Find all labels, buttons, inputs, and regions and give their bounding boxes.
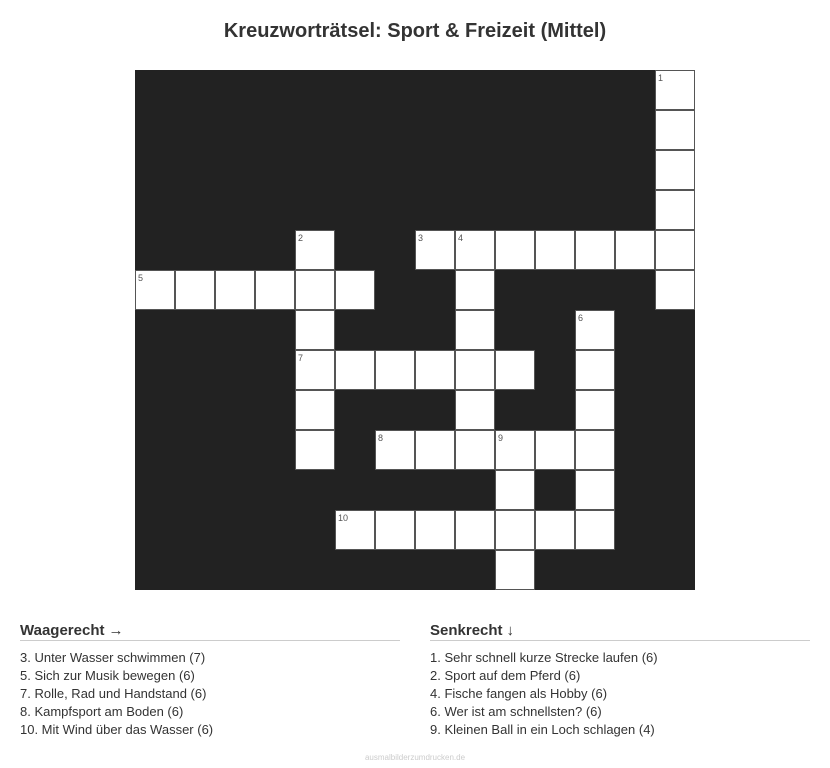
crossword-grid bbox=[135, 70, 695, 590]
crossword-cell[interactable] bbox=[495, 550, 535, 590]
across-clue: 5. Sich zur Musik bewegen (6) bbox=[20, 668, 195, 683]
crossword-cell[interactable] bbox=[415, 510, 455, 550]
clue-number: 7 bbox=[298, 353, 304, 363]
crossword-cell[interactable] bbox=[415, 430, 455, 470]
footer-credit: ausmalbilderzumdrucken.de bbox=[364, 753, 466, 762]
page-title: Kreuzworträtsel: Sport & Freizeit (Mittel) bbox=[223, 20, 607, 42]
clue-number: 8 bbox=[378, 433, 384, 443]
crossword-cell[interactable] bbox=[575, 430, 615, 470]
crossword-cell[interactable] bbox=[455, 310, 495, 350]
clue-number: 3 bbox=[418, 233, 424, 243]
across-heading bbox=[20, 622, 400, 641]
crossword-cell[interactable] bbox=[335, 270, 375, 310]
crossword-cell[interactable] bbox=[335, 510, 375, 550]
crossword-cell[interactable] bbox=[455, 390, 495, 430]
clue-number: 1 bbox=[658, 73, 664, 83]
crossword-cell[interactable] bbox=[575, 510, 615, 550]
clue-number: 9 bbox=[498, 433, 504, 443]
crossword-cell[interactable] bbox=[575, 350, 615, 390]
crossword-cell[interactable] bbox=[295, 270, 335, 310]
crossword-cell[interactable] bbox=[455, 430, 495, 470]
crossword-cell[interactable] bbox=[135, 270, 175, 310]
down-clue: 9. Kleinen Ball in ein Loch schlagen (4) bbox=[430, 722, 655, 737]
crossword-cell[interactable] bbox=[175, 270, 215, 310]
crossword-cell[interactable] bbox=[615, 230, 655, 270]
crossword-cell[interactable] bbox=[655, 190, 695, 230]
clue-number: 2 bbox=[298, 233, 304, 243]
crossword-cell[interactable] bbox=[655, 110, 695, 150]
crossword-cell[interactable] bbox=[215, 270, 255, 310]
crossword-cell[interactable] bbox=[655, 230, 695, 270]
across-heading-label: Waagerecht bbox=[20, 622, 105, 639]
crossword-cell[interactable] bbox=[575, 310, 615, 350]
crossword-cell[interactable] bbox=[295, 350, 335, 390]
crossword-cell[interactable] bbox=[535, 430, 575, 470]
crossword-cell[interactable] bbox=[655, 70, 695, 110]
clue-number: 5 bbox=[138, 273, 144, 283]
across-clue: 8. Kampfsport am Boden (6) bbox=[20, 704, 184, 719]
across-clues bbox=[20, 622, 400, 739]
crossword-cell[interactable] bbox=[295, 310, 335, 350]
crossword-cell[interactable] bbox=[455, 350, 495, 390]
across-clue: 7. Rolle, Rad und Handstand (6) bbox=[20, 686, 207, 701]
crossword-cell[interactable] bbox=[495, 230, 535, 270]
crossword-cell[interactable] bbox=[575, 390, 615, 430]
crossword-cell[interactable] bbox=[255, 270, 295, 310]
crossword-cell[interactable] bbox=[335, 350, 375, 390]
crossword-cell[interactable] bbox=[455, 230, 495, 270]
clue-number: 4 bbox=[458, 233, 464, 243]
down-clue: 4. Fische fangen als Hobby (6) bbox=[430, 686, 608, 701]
clue-number: 6 bbox=[578, 313, 584, 323]
down-heading-label: Senkrecht bbox=[430, 622, 503, 639]
crossword-cell[interactable] bbox=[535, 510, 575, 550]
crossword-cell[interactable] bbox=[495, 430, 535, 470]
crossword-cell[interactable] bbox=[375, 350, 415, 390]
crossword-cell[interactable] bbox=[655, 270, 695, 310]
down-clues bbox=[430, 622, 810, 739]
crossword-cell[interactable] bbox=[375, 430, 415, 470]
crossword-cell[interactable] bbox=[535, 230, 575, 270]
crossword-cell[interactable] bbox=[495, 350, 535, 390]
crossword-cell[interactable] bbox=[495, 510, 535, 550]
crossword-cell[interactable] bbox=[295, 390, 335, 430]
crossword-cell[interactable] bbox=[455, 270, 495, 310]
clue-number: 10 bbox=[338, 513, 349, 523]
crossword-cell[interactable] bbox=[415, 230, 455, 270]
down-arrow-icon: ↓ bbox=[506, 622, 515, 639]
crossword-cell[interactable] bbox=[575, 470, 615, 510]
down-clue: 1. Sehr schnell kurze Strecke laufen (6) bbox=[430, 650, 658, 665]
crossword-cell[interactable] bbox=[375, 510, 415, 550]
down-heading bbox=[430, 622, 810, 641]
across-clue: 3. Unter Wasser schwimmen (7) bbox=[20, 650, 206, 665]
crossword-cell[interactable] bbox=[415, 350, 455, 390]
crossword-cell[interactable] bbox=[575, 230, 615, 270]
crossword-cell[interactable] bbox=[295, 230, 335, 270]
down-clue: 6. Wer ist am schnellsten? (6) bbox=[430, 704, 602, 719]
crossword-cell[interactable] bbox=[295, 430, 335, 470]
down-clue: 2. Sport auf dem Pferd (6) bbox=[430, 668, 581, 683]
right-arrow-icon: → bbox=[108, 622, 124, 639]
crossword-cell[interactable] bbox=[455, 510, 495, 550]
crossword-cell[interactable] bbox=[495, 470, 535, 510]
across-clue: 10. Mit Wind über das Wasser (6) bbox=[20, 722, 214, 737]
crossword-cell[interactable] bbox=[655, 150, 695, 190]
